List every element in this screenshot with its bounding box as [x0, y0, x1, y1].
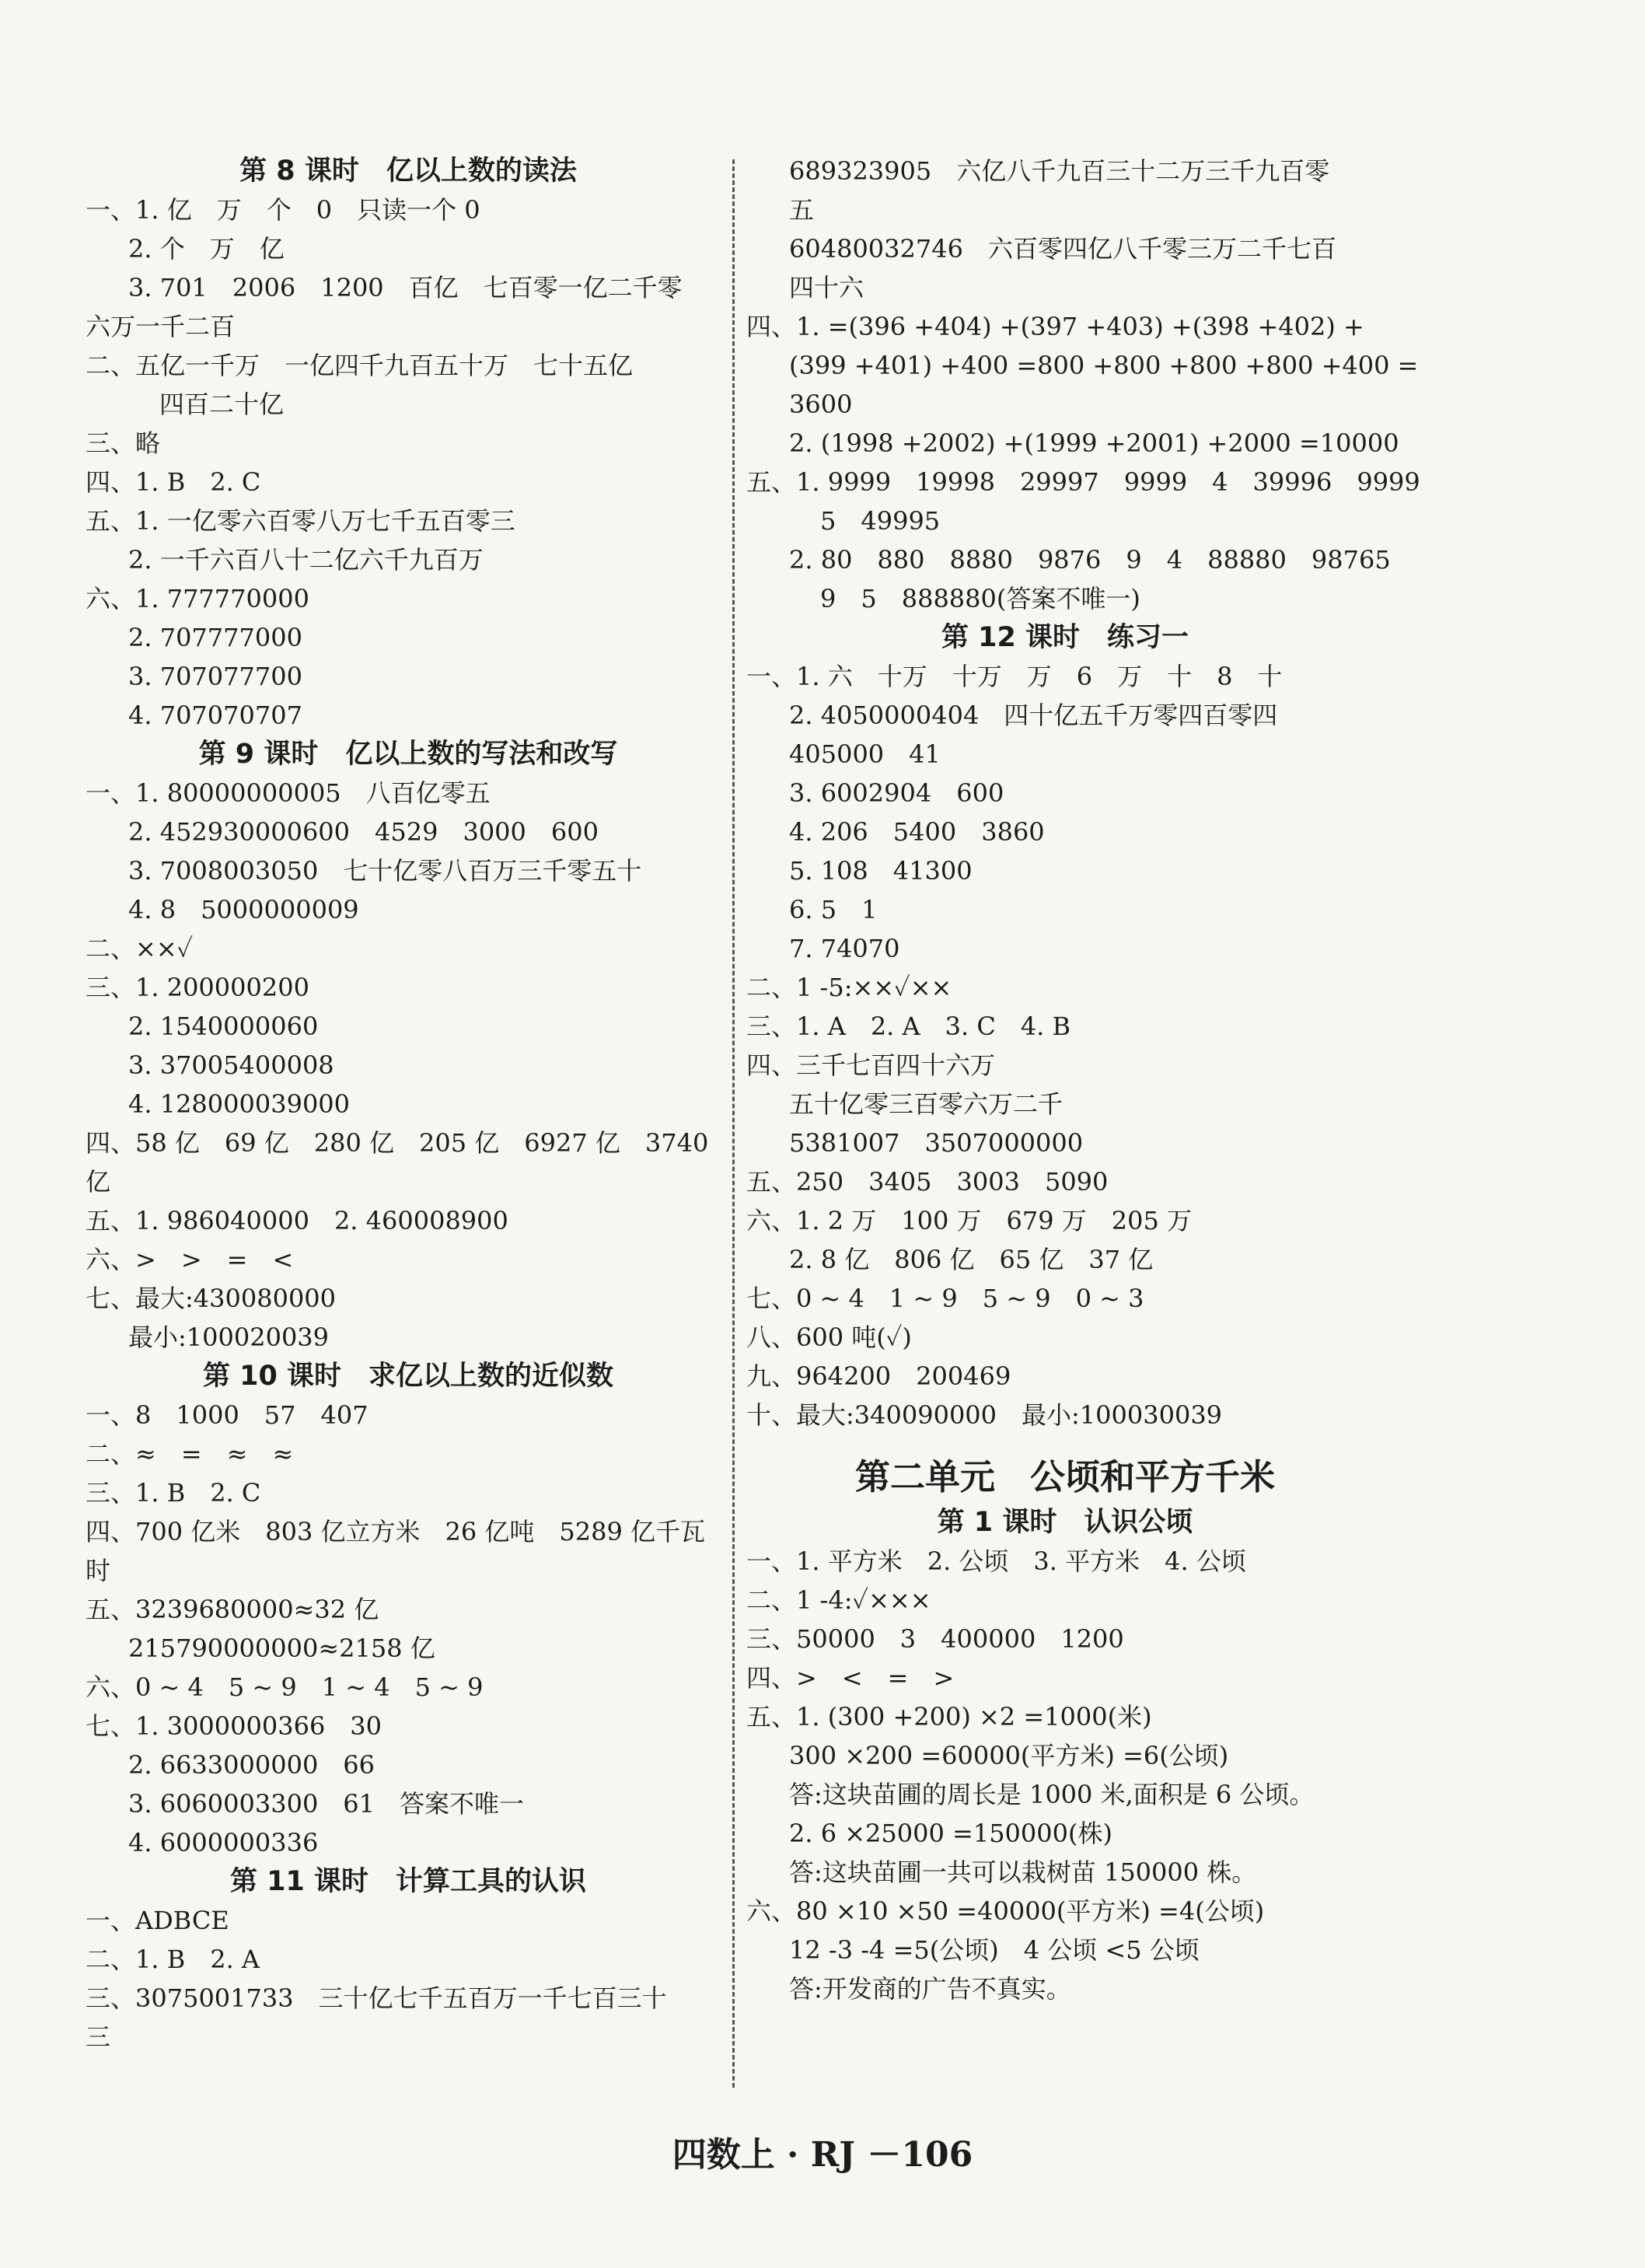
answer-line: 2. 707777000	[128, 623, 302, 652]
answer-line: 六、0 ~ 4 5 ~ 9 1 ~ 4 5 ~ 9	[86, 1672, 484, 1702]
answer-line: 时	[86, 1556, 111, 1585]
section-title-lesson-11: 第 11 课时 计算工具的认识	[229, 1866, 587, 1897]
answer-line: 四、三千七百四十六万	[746, 1050, 996, 1080]
answer-line: 二、≈ = ≈ ≈	[86, 1439, 294, 1469]
answer-line: 3. 6060003300 61 答案不唯一	[128, 1789, 525, 1819]
right-column	[746, 152, 1420, 2008]
answer-line: 四、> < = >	[746, 1663, 955, 1693]
answer-line: 2. 8 亿 806 亿 65 亿 37 亿	[789, 1245, 1154, 1274]
answer-line: 十、最大:340090000 最小:100030039	[746, 1400, 1223, 1430]
answer-line: 3. 37005400008	[128, 1050, 334, 1080]
answer-line: 405000 41	[789, 739, 941, 769]
answer-line: 答:开发商的广告不真实。	[789, 1974, 1071, 2004]
answer-line: 五、1. 986040000 2. 460008900	[86, 1206, 508, 1235]
answer-line: 六、1. 2 万 100 万 679 万 205 万	[746, 1206, 1192, 1235]
answer-line: 2. 6 ×25000 =150000(株)	[789, 1819, 1112, 1848]
answer-line: 四、1. B 2. C	[86, 467, 261, 497]
answer-line: 300 ×200 =60000(平方米) =6(公顷)	[789, 1741, 1229, 1770]
answer-line: 一、1. 亿 万 个 0 只读一个 0	[86, 195, 480, 225]
answer-line: 四十六	[789, 273, 864, 302]
answer-line: 4. 6000000336	[128, 1828, 319, 1857]
answer-line: 二、1 -4:✓×××	[746, 1585, 931, 1615]
answer-line: 三、1. B 2. C	[86, 1478, 261, 1508]
answer-line: 2. 1540000060	[128, 1012, 319, 1041]
answer-line: 四百二十亿	[159, 390, 285, 419]
answer-line: 689323905 六亿八千九百三十二万三千九百零	[789, 156, 1330, 186]
answer-line: 五十亿零三百零六万二千	[789, 1089, 1063, 1119]
answer-line: 五、250 3405 3003 5090	[746, 1167, 1109, 1197]
answer-line: 六万一千二百	[86, 312, 236, 341]
answer-line: 一、1. 80000000005 八百亿零五	[86, 778, 491, 808]
answer-line: 七、最大:430080000	[86, 1284, 337, 1313]
unit-title: 第二单元 公顷和平方千米	[854, 1456, 1275, 1497]
answer-line: 二、××✓	[86, 934, 194, 963]
answer-line: 答:这块苗圃一共可以栽树苗 150000 株。	[789, 1857, 1257, 1887]
answer-line: 2. 452930000600 4529 3000 600	[128, 817, 599, 847]
section-title-lesson-10: 第 10 课时 求亿以上数的近似数	[202, 1361, 614, 1392]
answer-line: 四、58 亿 69 亿 280 亿 205 亿 6927 亿 3740	[86, 1128, 709, 1158]
answer-line: 六、1. 777770000	[86, 584, 309, 613]
answer-line: 12 -3 -4 =5(公顷) 4 公顷 <5 公顷	[789, 1935, 1200, 1965]
answer-line: 五、1. 一亿零六百零八万七千五百零三	[86, 506, 515, 536]
answer-line: 六、80 ×10 ×50 =40000(平方米) =4(公顷)	[746, 1896, 1265, 1926]
answer-line: 2. 一千六百八十二亿六千九百万	[128, 545, 484, 575]
answer-line: 四、700 亿米 803 亿立方米 26 亿吨 5289 亿千瓦	[86, 1517, 706, 1546]
answer-line: 七、0 ~ 4 1 ~ 9 5 ~ 9 0 ~ 3	[746, 1284, 1144, 1313]
answer-line: 3. 7008003050 七十亿零八百万三千零五十	[128, 856, 642, 886]
answer-line: 6. 5 1	[789, 895, 878, 924]
answer-line: 最小:100020039	[128, 1323, 330, 1352]
answer-line: 3. 6002904 600	[789, 778, 1004, 808]
answer-line: 五、1. (300 +200) ×2 =1000(米)	[746, 1702, 1152, 1732]
answer-line: 三、略	[86, 428, 161, 458]
answer-line: 3. 707077700	[128, 662, 302, 691]
section-title-lesson-12: 第 12 课时 练习一	[941, 622, 1189, 653]
answer-line: 4. 707070707	[128, 701, 302, 730]
answer-line: 亿	[86, 1167, 111, 1197]
answer-line: 五、3239680000≈32 亿	[86, 1595, 379, 1624]
answer-line: 三、3075001733 三十亿七千五百万一千七百三十	[86, 1983, 667, 2013]
answer-line: 五	[789, 195, 815, 225]
section-title-lesson-8: 第 8 课时 亿以上数的读法	[239, 156, 577, 187]
left-column	[86, 152, 731, 2057]
answer-line: 9 5 888880(答案不唯一)	[820, 584, 1140, 613]
answer-line: 六、> > = <	[86, 1245, 294, 1274]
answer-line: 2. 4050000404 四十亿五千万零四百零四	[789, 701, 1278, 730]
answer-line: 3600	[789, 390, 853, 419]
answer-line: 2. (1998 +2002) +(1999 +2001) +2000 =10000	[789, 428, 1399, 458]
answer-line: 三	[86, 2022, 111, 2052]
section-title-lesson-9: 第 9 课时 亿以上数的写法和改写	[198, 739, 618, 770]
answer-line: 一、1. 六 十万 十万 万 6 万 十 8 十	[746, 662, 1283, 691]
answer-line: 2. 6633000000 66	[128, 1750, 375, 1780]
answer-line: 四、1. =(396 +404) +(397 +403) +(398 +402) +	[746, 312, 1364, 341]
answer-line: 4. 128000039000	[128, 1089, 351, 1119]
answer-line: 2. 80 880 8880 9876 9 4 88880 98765	[789, 545, 1391, 575]
answer-line: 5 49995	[820, 506, 941, 536]
answer-line: 2. 个 万 亿	[128, 234, 285, 264]
answer-line: 八、600 吨(✓)	[746, 1323, 912, 1352]
answer-line: 二、1 -5:××✓××	[746, 973, 952, 1002]
answer-line: 七、1. 3000000366 30	[86, 1711, 382, 1741]
answer-line: 答:这块苗圃的周长是 1000 米,面积是 6 公顷。	[789, 1780, 1315, 1809]
answer-line: 5381007 3507000000	[789, 1128, 1084, 1158]
answer-line: 三、50000 3 400000 1200	[746, 1624, 1124, 1654]
answer-line: 4. 8 5000000009	[128, 895, 359, 924]
answer-line: 一、8 1000 57 407	[86, 1400, 368, 1430]
answer-line: 4. 206 5400 3860	[789, 817, 1045, 847]
answer-line: 7. 74070	[789, 934, 900, 963]
section-title-unit2-lesson-1: 第 1 课时 认识公顷	[937, 1507, 1193, 1538]
answer-line: 215790000000≈2158 亿	[128, 1634, 435, 1663]
page-footer: 四数上 · RJ －106	[672, 2135, 973, 2175]
answer-line: (399 +401) +400 =800 +800 +800 +800 +400 =	[789, 351, 1419, 380]
answer-line: 二、五亿一千万 一亿四千九百五十万 七十五亿	[86, 351, 634, 380]
answer-line: 五、1. 9999 19998 29997 9999 4 39996 9999	[746, 467, 1420, 497]
answer-line: 一、ADBCE	[86, 1906, 229, 1935]
answer-line: 5. 108 41300	[789, 856, 973, 886]
answer-line: 三、1. A 2. A 3. C 4. B	[746, 1012, 1071, 1041]
answer-line: 一、1. 平方米 2. 公顷 3. 平方米 4. 公顷	[746, 1546, 1246, 1576]
answer-line: 3. 701 2006 1200 百亿 七百零一亿二千零	[128, 273, 683, 302]
answer-line: 三、1. 200000200	[86, 973, 309, 1002]
answer-line: 九、964200 200469	[746, 1361, 1011, 1391]
column-divider	[732, 159, 735, 2088]
answer-line: 二、1. B 2. A	[86, 1945, 260, 1974]
answer-line: 60480032746 六百零四亿八千零三万二千七百	[789, 234, 1336, 264]
